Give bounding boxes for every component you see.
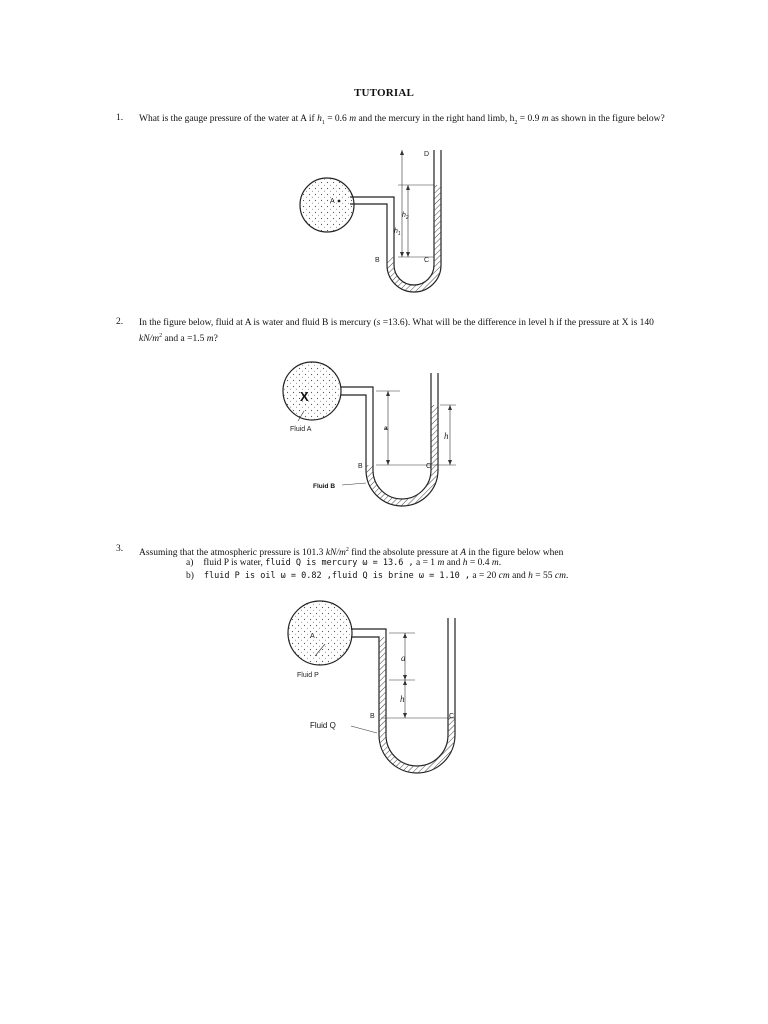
vessel-x bbox=[283, 362, 341, 420]
question-2-text: In the figure below, fluid at A is water and fluid B is mercury (s =13.6). What will be the difference in level h if the pressure at X is 140 $kN/m^2$ and a =1.5 m? bbox=[139, 318, 654, 345]
u-tube-inner bbox=[350, 150, 441, 292]
mercury-column bbox=[387, 185, 441, 292]
fig3-label-a-point: A bbox=[310, 633, 315, 640]
fig2-label-c: C bbox=[426, 463, 432, 470]
fig3-label-h: h bbox=[400, 694, 405, 704]
fig2-label-h: h bbox=[444, 431, 449, 441]
fluid-q-column bbox=[379, 680, 455, 773]
page-title: TUTORIAL bbox=[353, 87, 415, 99]
fig1-label-a: A bbox=[330, 198, 335, 205]
figure-3-manometer bbox=[285, 600, 475, 775]
question-3-text: Assuming that the atmospheric pressure is 101.3 $kN/m^2$ find the absolute pressure at A in the figure below when bbox=[139, 547, 564, 559]
fig2-label-a: a bbox=[384, 425, 388, 432]
fig2-label-fluid-b: Fluid B bbox=[313, 483, 336, 490]
fig3-label-a: a bbox=[401, 653, 406, 663]
u-tube-outer bbox=[341, 373, 431, 499]
fig3-label-fluid-q: Fluid Q bbox=[310, 721, 336, 730]
question-3-sub-a: a) fluid P is water, fluid Q is mercury ω = 13.6 , a = 1 m and h = 0.4 m. bbox=[186, 558, 502, 568]
question-1-text: What is the gauge pressure of the water at A if $h_1 = 0.6$ m and the mercury in the right hand limb, $h_2 = 0.9$ m as shown in the figure below? bbox=[139, 114, 665, 126]
fig3-label-b: B bbox=[370, 713, 375, 720]
fig2-label-b: B bbox=[358, 463, 363, 470]
vessel-a bbox=[288, 601, 352, 665]
question-1-number: 1. bbox=[116, 113, 124, 123]
u-tube-inner bbox=[341, 373, 438, 506]
fig2-label-x: X bbox=[300, 389, 309, 404]
vessel-a bbox=[300, 178, 354, 232]
figure-2-manometer bbox=[280, 355, 480, 515]
mercury-column bbox=[366, 405, 438, 506]
figure-1-manometer bbox=[290, 145, 450, 305]
fig3-label-c: C bbox=[449, 713, 455, 720]
fig1-label-c: C bbox=[424, 257, 430, 264]
fig3-label-fluid-p: Fluid P bbox=[297, 672, 319, 679]
fig1-label-h2: $h_2$ bbox=[402, 212, 409, 221]
fig1-label-d: D bbox=[424, 151, 430, 158]
question-3-number: 3. bbox=[116, 544, 124, 554]
question-3-sub-b: b) fluid P is oil ω = 0.82 ,fluid Q is brine ω = 1.10 , a = 20 cm and h = 55 cm. bbox=[186, 571, 569, 581]
question-2-number: 2. bbox=[116, 317, 124, 327]
u-tube-outer bbox=[351, 618, 448, 766]
fig1-label-h1: $h_1$ bbox=[394, 228, 401, 237]
fig2-label-fluid-a: Fluid A bbox=[290, 426, 312, 433]
fluid-p-column bbox=[379, 637, 386, 680]
fig1-label-b: B bbox=[375, 257, 380, 264]
